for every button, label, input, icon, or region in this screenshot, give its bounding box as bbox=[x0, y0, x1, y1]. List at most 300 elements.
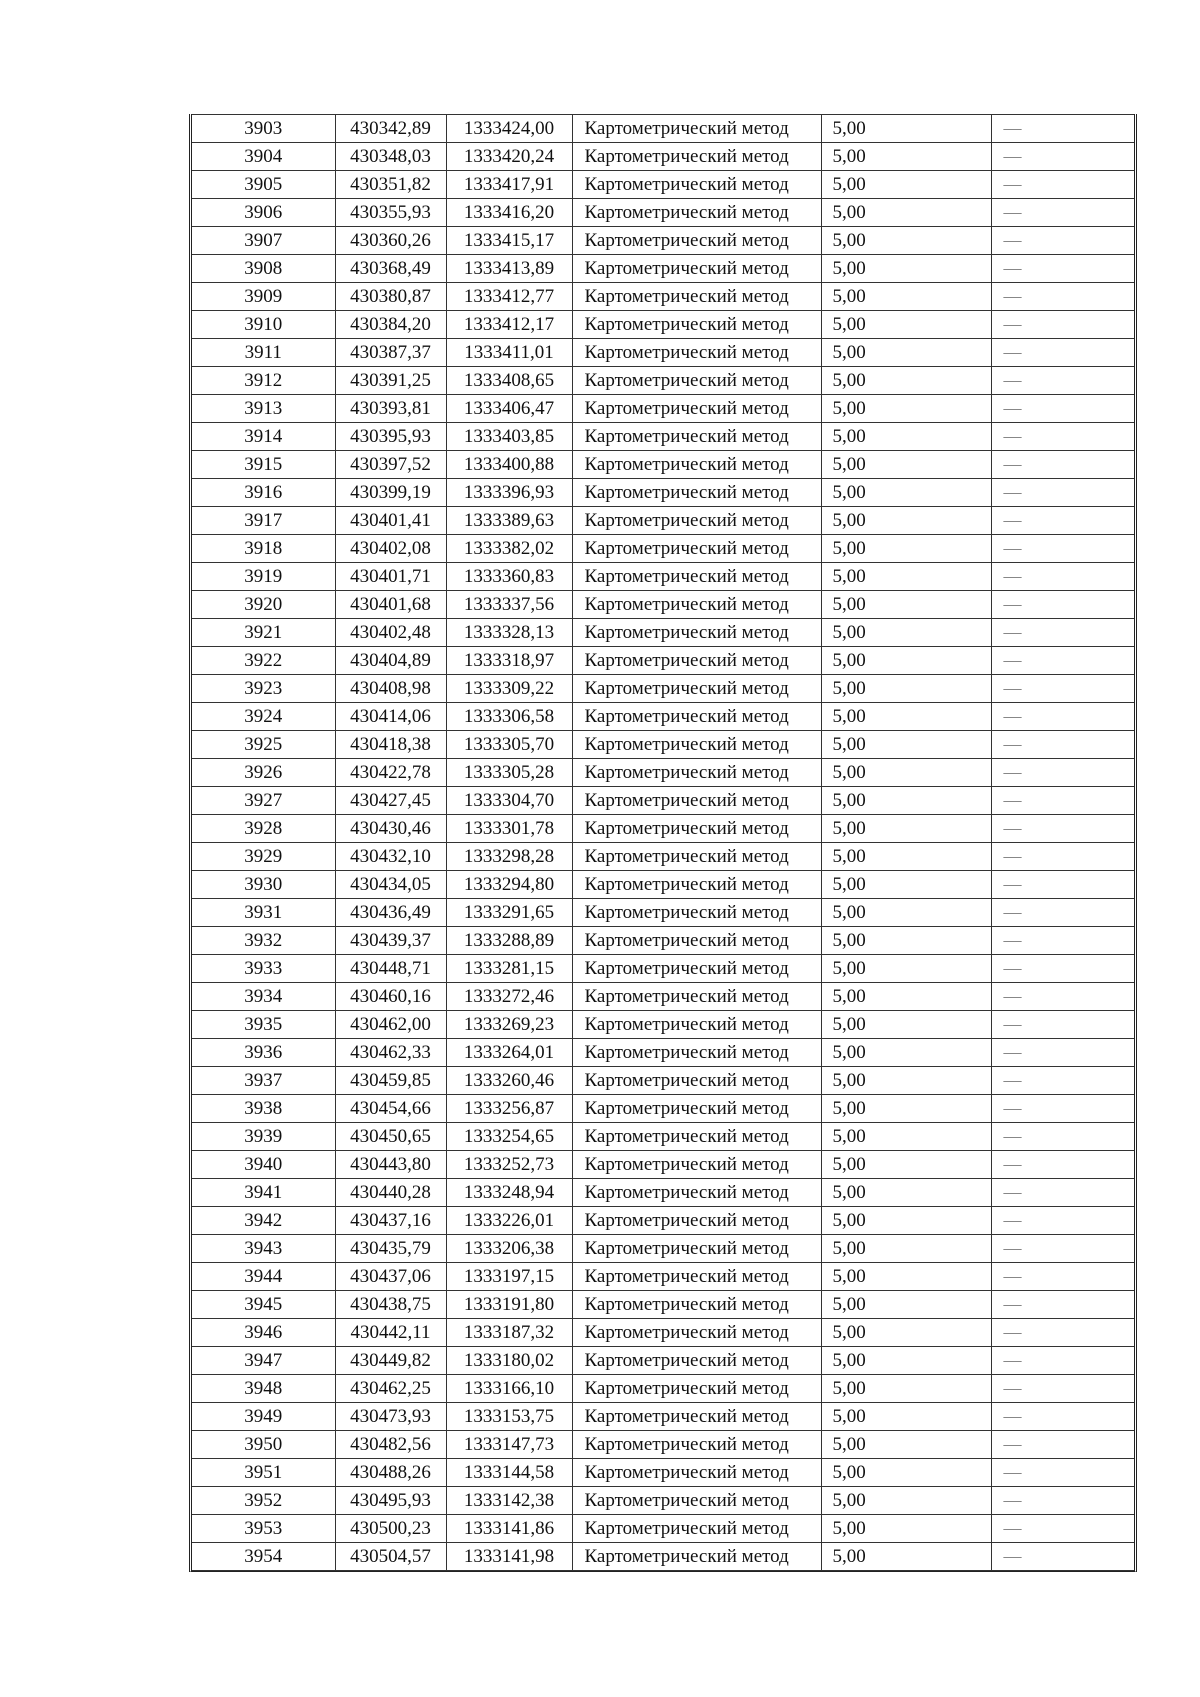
table-row bbox=[192, 1039, 1134, 1067]
coordinate-y-cell: 1333309,22 bbox=[446, 675, 572, 703]
accuracy-cell: 5,00 bbox=[821, 1515, 991, 1543]
description-cell bbox=[991, 731, 1134, 759]
method-cell: Картометрический метод bbox=[572, 1431, 821, 1459]
table-row bbox=[192, 675, 1134, 703]
description-cell bbox=[991, 367, 1134, 395]
accuracy-cell: 5,00 bbox=[821, 1235, 991, 1263]
table-row bbox=[192, 1235, 1134, 1263]
accuracy-cell: 5,00 bbox=[821, 451, 991, 479]
accuracy-cell: 5,00 bbox=[821, 899, 991, 927]
table-row bbox=[192, 199, 1134, 227]
point-number-cell: 3905 bbox=[192, 171, 335, 199]
description-cell bbox=[991, 507, 1134, 535]
coordinate-x-cell: 430437,16 bbox=[335, 1207, 446, 1235]
description-cell bbox=[991, 451, 1134, 479]
empty-description-dash: — bbox=[1003, 482, 1022, 502]
coordinate-y-cell: 1333197,15 bbox=[446, 1263, 572, 1291]
table-row bbox=[192, 1319, 1134, 1347]
accuracy-cell: 5,00 bbox=[821, 1123, 991, 1151]
description-cell bbox=[991, 1459, 1134, 1487]
method-cell: Картометрический метод bbox=[572, 787, 821, 815]
description-cell bbox=[991, 171, 1134, 199]
coordinate-x-cell: 430443,80 bbox=[335, 1151, 446, 1179]
description-cell bbox=[991, 143, 1134, 171]
coordinate-x-cell: 430462,00 bbox=[335, 1011, 446, 1039]
table-row bbox=[192, 871, 1134, 899]
accuracy-cell: 5,00 bbox=[821, 563, 991, 591]
table-row bbox=[192, 983, 1134, 1011]
description-cell bbox=[991, 815, 1134, 843]
method-cell: Картометрический метод bbox=[572, 1235, 821, 1263]
coordinate-x-cell: 430368,49 bbox=[335, 255, 446, 283]
point-number-cell: 3936 bbox=[192, 1039, 335, 1067]
method-cell: Картометрический метод bbox=[572, 1347, 821, 1375]
point-number-cell: 3933 bbox=[192, 955, 335, 983]
point-number-cell: 3940 bbox=[192, 1151, 335, 1179]
accuracy-cell: 5,00 bbox=[821, 367, 991, 395]
method-cell: Картометрический метод bbox=[572, 1039, 821, 1067]
coordinate-x-cell: 430495,93 bbox=[335, 1487, 446, 1515]
table-row bbox=[192, 1011, 1134, 1039]
accuracy-cell: 5,00 bbox=[821, 479, 991, 507]
method-cell: Картометрический метод bbox=[572, 423, 821, 451]
description-cell bbox=[991, 703, 1134, 731]
table-row bbox=[192, 1151, 1134, 1179]
empty-description-dash: — bbox=[1003, 538, 1022, 558]
accuracy-cell: 5,00 bbox=[821, 255, 991, 283]
empty-description-dash: — bbox=[1003, 174, 1022, 194]
point-number-cell: 3914 bbox=[192, 423, 335, 451]
coordinate-x-cell: 430397,52 bbox=[335, 451, 446, 479]
description-cell bbox=[991, 1067, 1134, 1095]
point-number-cell: 3942 bbox=[192, 1207, 335, 1235]
table-row bbox=[192, 563, 1134, 591]
point-number-cell: 3925 bbox=[192, 731, 335, 759]
accuracy-cell: 5,00 bbox=[821, 1459, 991, 1487]
table-row bbox=[192, 507, 1134, 535]
method-cell: Картометрический метод bbox=[572, 731, 821, 759]
table-row bbox=[192, 283, 1134, 311]
point-number-cell: 3913 bbox=[192, 395, 335, 423]
point-number-cell: 3948 bbox=[192, 1375, 335, 1403]
coordinate-y-cell: 1333269,23 bbox=[446, 1011, 572, 1039]
description-cell bbox=[991, 479, 1134, 507]
coordinate-y-cell: 1333252,73 bbox=[446, 1151, 572, 1179]
table-row bbox=[192, 787, 1134, 815]
point-number-cell: 3946 bbox=[192, 1319, 335, 1347]
point-number-cell: 3938 bbox=[192, 1095, 335, 1123]
table-row bbox=[192, 1431, 1134, 1459]
table-row bbox=[192, 1095, 1134, 1123]
description-cell bbox=[991, 255, 1134, 283]
method-cell: Картометрический метод bbox=[572, 675, 821, 703]
accuracy-cell: 5,00 bbox=[821, 227, 991, 255]
method-cell: Картометрический метод bbox=[572, 507, 821, 535]
accuracy-cell: 5,00 bbox=[821, 339, 991, 367]
table-row bbox=[192, 955, 1134, 983]
coordinate-y-cell: 1333382,02 bbox=[446, 535, 572, 563]
description-cell bbox=[991, 675, 1134, 703]
point-number-cell: 3918 bbox=[192, 535, 335, 563]
empty-description-dash: — bbox=[1003, 930, 1022, 950]
empty-description-dash: — bbox=[1003, 230, 1022, 250]
coordinate-y-cell: 1333360,83 bbox=[446, 563, 572, 591]
coordinate-x-cell: 430488,26 bbox=[335, 1459, 446, 1487]
coordinate-y-cell: 1333281,15 bbox=[446, 955, 572, 983]
coordinate-x-cell: 430342,89 bbox=[335, 115, 446, 143]
empty-description-dash: — bbox=[1003, 1350, 1022, 1370]
table-row bbox=[192, 143, 1134, 171]
method-cell: Картометрический метод bbox=[572, 1543, 821, 1571]
description-cell bbox=[991, 227, 1134, 255]
empty-description-dash: — bbox=[1003, 1378, 1022, 1398]
coordinate-x-cell: 430448,71 bbox=[335, 955, 446, 983]
coordinate-y-cell: 1333180,02 bbox=[446, 1347, 572, 1375]
coordinate-y-cell: 1333291,65 bbox=[446, 899, 572, 927]
coordinate-x-cell: 430348,03 bbox=[335, 143, 446, 171]
coordinate-y-cell: 1333389,63 bbox=[446, 507, 572, 535]
table-row bbox=[192, 171, 1134, 199]
accuracy-cell: 5,00 bbox=[821, 1543, 991, 1571]
coordinate-x-cell: 430440,28 bbox=[335, 1179, 446, 1207]
coordinate-y-cell: 1333226,01 bbox=[446, 1207, 572, 1235]
point-number-cell: 3919 bbox=[192, 563, 335, 591]
empty-description-dash: — bbox=[1003, 118, 1022, 138]
method-cell: Картометрический метод bbox=[572, 1459, 821, 1487]
coordinate-x-cell: 430395,93 bbox=[335, 423, 446, 451]
coordinate-y-cell: 1333337,56 bbox=[446, 591, 572, 619]
method-cell: Картометрический метод bbox=[572, 1123, 821, 1151]
method-cell: Картометрический метод bbox=[572, 1095, 821, 1123]
description-cell bbox=[991, 199, 1134, 227]
point-number-cell: 3903 bbox=[192, 115, 335, 143]
accuracy-cell: 5,00 bbox=[821, 871, 991, 899]
coordinate-y-cell: 1333288,89 bbox=[446, 927, 572, 955]
table-row bbox=[192, 647, 1134, 675]
accuracy-cell: 5,00 bbox=[821, 1067, 991, 1095]
point-number-cell: 3930 bbox=[192, 871, 335, 899]
accuracy-cell: 5,00 bbox=[821, 1263, 991, 1291]
point-number-cell: 3915 bbox=[192, 451, 335, 479]
description-cell bbox=[991, 395, 1134, 423]
coordinate-x-cell: 430435,79 bbox=[335, 1235, 446, 1263]
coordinate-x-cell: 430434,05 bbox=[335, 871, 446, 899]
accuracy-cell: 5,00 bbox=[821, 1291, 991, 1319]
coordinate-y-cell: 1333206,38 bbox=[446, 1235, 572, 1263]
empty-description-dash: — bbox=[1003, 342, 1022, 362]
coordinate-x-cell: 430360,26 bbox=[335, 227, 446, 255]
coordinate-y-cell: 1333318,97 bbox=[446, 647, 572, 675]
table-row bbox=[192, 1347, 1134, 1375]
empty-description-dash: — bbox=[1003, 622, 1022, 642]
point-number-cell: 3941 bbox=[192, 1179, 335, 1207]
description-cell bbox=[991, 535, 1134, 563]
point-number-cell: 3923 bbox=[192, 675, 335, 703]
empty-description-dash: — bbox=[1003, 202, 1022, 222]
accuracy-cell: 5,00 bbox=[821, 1207, 991, 1235]
method-cell: Картометрический метод bbox=[572, 283, 821, 311]
coordinate-y-cell: 1333412,17 bbox=[446, 311, 572, 339]
coordinate-y-cell: 1333301,78 bbox=[446, 815, 572, 843]
point-number-cell: 3949 bbox=[192, 1403, 335, 1431]
table-row bbox=[192, 311, 1134, 339]
point-number-cell: 3907 bbox=[192, 227, 335, 255]
accuracy-cell: 5,00 bbox=[821, 283, 991, 311]
empty-description-dash: — bbox=[1003, 1462, 1022, 1482]
method-cell: Картометрический метод bbox=[572, 1319, 821, 1347]
method-cell: Картометрический метод bbox=[572, 843, 821, 871]
coordinate-x-cell: 430432,10 bbox=[335, 843, 446, 871]
coordinate-y-cell: 1333142,38 bbox=[446, 1487, 572, 1515]
point-number-cell: 3934 bbox=[192, 983, 335, 1011]
point-number-cell: 3931 bbox=[192, 899, 335, 927]
method-cell: Картометрический метод bbox=[572, 255, 821, 283]
point-number-cell: 3917 bbox=[192, 507, 335, 535]
point-number-cell: 3908 bbox=[192, 255, 335, 283]
coordinate-x-cell: 430459,85 bbox=[335, 1067, 446, 1095]
point-number-cell: 3944 bbox=[192, 1263, 335, 1291]
point-number-cell: 3952 bbox=[192, 1487, 335, 1515]
coordinate-x-cell: 430387,37 bbox=[335, 339, 446, 367]
coordinate-x-cell: 430462,25 bbox=[335, 1375, 446, 1403]
accuracy-cell: 5,00 bbox=[821, 843, 991, 871]
method-cell: Картометрический метод bbox=[572, 871, 821, 899]
empty-description-dash: — bbox=[1003, 818, 1022, 838]
accuracy-cell: 5,00 bbox=[821, 955, 991, 983]
description-cell bbox=[991, 619, 1134, 647]
accuracy-cell: 5,00 bbox=[821, 647, 991, 675]
description-cell bbox=[991, 1263, 1134, 1291]
method-cell: Картометрический метод bbox=[572, 563, 821, 591]
empty-description-dash: — bbox=[1003, 314, 1022, 334]
description-cell bbox=[991, 787, 1134, 815]
point-number-cell: 3935 bbox=[192, 1011, 335, 1039]
description-cell bbox=[991, 1291, 1134, 1319]
accuracy-cell: 5,00 bbox=[821, 731, 991, 759]
point-number-cell: 3920 bbox=[192, 591, 335, 619]
table-row bbox=[192, 1487, 1134, 1515]
coordinate-y-cell: 1333424,00 bbox=[446, 115, 572, 143]
accuracy-cell: 5,00 bbox=[821, 759, 991, 787]
method-cell: Картометрический метод bbox=[572, 983, 821, 1011]
accuracy-cell: 5,00 bbox=[821, 1179, 991, 1207]
empty-description-dash: — bbox=[1003, 1266, 1022, 1286]
table-row bbox=[192, 1123, 1134, 1151]
empty-description-dash: — bbox=[1003, 1042, 1022, 1062]
table-row bbox=[192, 899, 1134, 927]
coordinate-y-cell: 1333396,93 bbox=[446, 479, 572, 507]
coordinate-x-cell: 430438,75 bbox=[335, 1291, 446, 1319]
point-number-cell: 3947 bbox=[192, 1347, 335, 1375]
coordinate-x-cell: 430401,68 bbox=[335, 591, 446, 619]
table-row bbox=[192, 1179, 1134, 1207]
coordinate-x-cell: 430402,48 bbox=[335, 619, 446, 647]
point-number-cell: 3937 bbox=[192, 1067, 335, 1095]
coordinate-x-cell: 430500,23 bbox=[335, 1515, 446, 1543]
table-row bbox=[192, 927, 1134, 955]
point-number-cell: 3953 bbox=[192, 1515, 335, 1543]
table-row bbox=[192, 703, 1134, 731]
method-cell: Картометрический метод bbox=[572, 703, 821, 731]
empty-description-dash: — bbox=[1003, 734, 1022, 754]
table-row bbox=[192, 1543, 1134, 1571]
coordinate-y-cell: 1333272,46 bbox=[446, 983, 572, 1011]
coordinate-x-cell: 430414,06 bbox=[335, 703, 446, 731]
table-row bbox=[192, 451, 1134, 479]
accuracy-cell: 5,00 bbox=[821, 507, 991, 535]
accuracy-cell: 5,00 bbox=[821, 311, 991, 339]
empty-description-dash: — bbox=[1003, 1406, 1022, 1426]
coordinate-x-cell: 430418,38 bbox=[335, 731, 446, 759]
table-row bbox=[192, 619, 1134, 647]
description-cell bbox=[991, 423, 1134, 451]
accuracy-cell: 5,00 bbox=[821, 675, 991, 703]
accuracy-cell: 5,00 bbox=[821, 1347, 991, 1375]
coordinate-y-cell: 1333417,91 bbox=[446, 171, 572, 199]
coordinates-table-body bbox=[192, 115, 1134, 1571]
description-cell bbox=[991, 1235, 1134, 1263]
table-row bbox=[192, 115, 1134, 143]
empty-description-dash: — bbox=[1003, 1490, 1022, 1510]
description-cell bbox=[991, 591, 1134, 619]
accuracy-cell: 5,00 bbox=[821, 619, 991, 647]
coordinate-y-cell: 1333415,17 bbox=[446, 227, 572, 255]
table-row bbox=[192, 731, 1134, 759]
method-cell: Картометрический метод bbox=[572, 955, 821, 983]
coordinate-x-cell: 430380,87 bbox=[335, 283, 446, 311]
coordinate-x-cell: 430355,93 bbox=[335, 199, 446, 227]
point-number-cell: 3950 bbox=[192, 1431, 335, 1459]
coordinate-y-cell: 1333294,80 bbox=[446, 871, 572, 899]
method-cell: Картометрический метод bbox=[572, 1515, 821, 1543]
table-row bbox=[192, 1263, 1134, 1291]
accuracy-cell: 5,00 bbox=[821, 927, 991, 955]
empty-description-dash: — bbox=[1003, 146, 1022, 166]
coordinate-x-cell: 430473,93 bbox=[335, 1403, 446, 1431]
description-cell bbox=[991, 1123, 1134, 1151]
coordinate-x-cell: 430401,71 bbox=[335, 563, 446, 591]
coordinate-x-cell: 430422,78 bbox=[335, 759, 446, 787]
coordinate-y-cell: 1333416,20 bbox=[446, 199, 572, 227]
table-row bbox=[192, 479, 1134, 507]
coordinate-y-cell: 1333413,89 bbox=[446, 255, 572, 283]
method-cell: Картометрический метод bbox=[572, 395, 821, 423]
coordinate-y-cell: 1333306,58 bbox=[446, 703, 572, 731]
description-cell bbox=[991, 1515, 1134, 1543]
method-cell: Картометрический метод bbox=[572, 451, 821, 479]
coordinate-y-cell: 1333248,94 bbox=[446, 1179, 572, 1207]
point-number-cell: 3924 bbox=[192, 703, 335, 731]
coordinate-x-cell: 430402,08 bbox=[335, 535, 446, 563]
method-cell: Картометрический метод bbox=[572, 759, 821, 787]
method-cell: Картометрический метод bbox=[572, 647, 821, 675]
coordinate-x-cell: 430427,45 bbox=[335, 787, 446, 815]
empty-description-dash: — bbox=[1003, 790, 1022, 810]
point-number-cell: 3943 bbox=[192, 1235, 335, 1263]
description-cell bbox=[991, 1179, 1134, 1207]
description-cell bbox=[991, 563, 1134, 591]
point-number-cell: 3939 bbox=[192, 1123, 335, 1151]
point-number-cell: 3954 bbox=[192, 1543, 335, 1571]
coordinate-y-cell: 1333191,80 bbox=[446, 1291, 572, 1319]
empty-description-dash: — bbox=[1003, 678, 1022, 698]
empty-description-dash: — bbox=[1003, 846, 1022, 866]
description-cell bbox=[991, 759, 1134, 787]
description-cell bbox=[991, 1347, 1134, 1375]
table-row bbox=[192, 395, 1134, 423]
coordinates-table bbox=[192, 114, 1134, 1571]
description-cell bbox=[991, 843, 1134, 871]
empty-description-dash: — bbox=[1003, 958, 1022, 978]
coordinate-y-cell: 1333408,65 bbox=[446, 367, 572, 395]
method-cell: Картометрический метод bbox=[572, 1011, 821, 1039]
accuracy-cell: 5,00 bbox=[821, 1011, 991, 1039]
table-row bbox=[192, 227, 1134, 255]
description-cell bbox=[991, 1319, 1134, 1347]
coordinate-x-cell: 430482,56 bbox=[335, 1431, 446, 1459]
empty-description-dash: — bbox=[1003, 1070, 1022, 1090]
empty-description-dash: — bbox=[1003, 1098, 1022, 1118]
coordinate-x-cell: 430442,11 bbox=[335, 1319, 446, 1347]
coordinate-x-cell: 430399,19 bbox=[335, 479, 446, 507]
method-cell: Картометрический метод bbox=[572, 227, 821, 255]
accuracy-cell: 5,00 bbox=[821, 815, 991, 843]
empty-description-dash: — bbox=[1003, 902, 1022, 922]
method-cell: Картометрический метод bbox=[572, 1291, 821, 1319]
table-row bbox=[192, 759, 1134, 787]
table-row bbox=[192, 1291, 1134, 1319]
table-row bbox=[192, 1459, 1134, 1487]
coordinate-x-cell: 430504,57 bbox=[335, 1543, 446, 1571]
empty-description-dash: — bbox=[1003, 370, 1022, 390]
coordinate-y-cell: 1333403,85 bbox=[446, 423, 572, 451]
description-cell bbox=[991, 1207, 1134, 1235]
accuracy-cell: 5,00 bbox=[821, 1319, 991, 1347]
method-cell: Картометрический метод bbox=[572, 1487, 821, 1515]
empty-description-dash: — bbox=[1003, 1126, 1022, 1146]
empty-description-dash: — bbox=[1003, 1518, 1022, 1538]
method-cell: Картометрический метод bbox=[572, 591, 821, 619]
coordinate-y-cell: 1333298,28 bbox=[446, 843, 572, 871]
coordinate-y-cell: 1333420,24 bbox=[446, 143, 572, 171]
description-cell bbox=[991, 1431, 1134, 1459]
table-row bbox=[192, 843, 1134, 871]
coordinate-y-cell: 1333166,10 bbox=[446, 1375, 572, 1403]
description-cell bbox=[991, 871, 1134, 899]
empty-description-dash: — bbox=[1003, 510, 1022, 530]
coordinates-table-frame bbox=[189, 114, 1137, 1572]
table-row bbox=[192, 1207, 1134, 1235]
coordinate-x-cell: 430439,37 bbox=[335, 927, 446, 955]
coordinate-x-cell: 430384,20 bbox=[335, 311, 446, 339]
coordinate-y-cell: 1333153,75 bbox=[446, 1403, 572, 1431]
table-row bbox=[192, 423, 1134, 451]
method-cell: Картометрический метод bbox=[572, 143, 821, 171]
accuracy-cell: 5,00 bbox=[821, 1403, 991, 1431]
table-row bbox=[192, 367, 1134, 395]
empty-description-dash: — bbox=[1003, 762, 1022, 782]
table-row bbox=[192, 255, 1134, 283]
coordinate-x-cell: 430450,65 bbox=[335, 1123, 446, 1151]
empty-description-dash: — bbox=[1003, 258, 1022, 278]
point-number-cell: 3932 bbox=[192, 927, 335, 955]
method-cell: Картометрический метод bbox=[572, 199, 821, 227]
table-row bbox=[192, 339, 1134, 367]
accuracy-cell: 5,00 bbox=[821, 1487, 991, 1515]
point-number-cell: 3951 bbox=[192, 1459, 335, 1487]
empty-description-dash: — bbox=[1003, 1014, 1022, 1034]
point-number-cell: 3926 bbox=[192, 759, 335, 787]
